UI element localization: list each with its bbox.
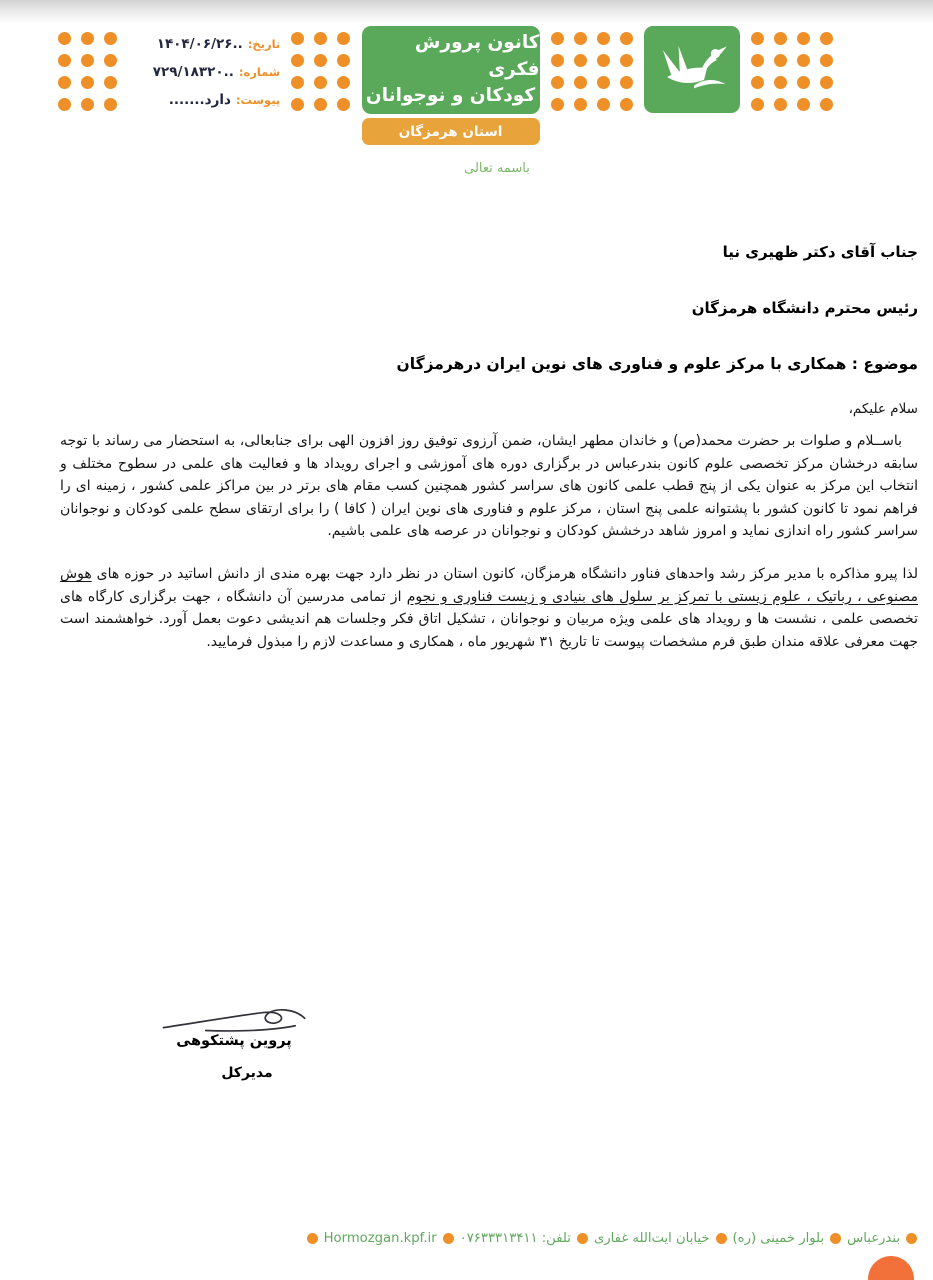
province-banner: استان هرمزگان	[362, 118, 540, 145]
number-field	[128, 64, 280, 80]
recipient-name: جناب آقای دکتر ظهیری نیا	[722, 243, 918, 261]
dot-icon	[307, 1233, 318, 1244]
signatory-title: مدیرکل	[221, 1065, 273, 1081]
date-field	[128, 36, 280, 52]
footer-boulevard: بلوار خمینی (ره)	[732, 1231, 825, 1246]
bismillah: باسمه تعالی	[464, 161, 530, 176]
dot-icon	[906, 1233, 917, 1244]
subject-line: موضوع : همکاری با مرکز علوم و فناوری های نوین ایران درهرمزگان	[396, 355, 918, 373]
footer-website: Hormozgan.kpf.ir	[323, 1231, 437, 1246]
attachment-field	[128, 92, 280, 108]
org-name-banner	[362, 26, 540, 114]
org-name-line2: کودکان و نوجوانان	[365, 85, 536, 107]
attachment-value: دارد.......	[168, 92, 231, 108]
footer-phone: تلفن: ۰۷۶۳۳۳۱۳۴۱۱	[459, 1231, 571, 1246]
page-top-shadow	[0, 0, 933, 24]
paragraph2-after: از تمامی مدرسین آن دانشگاه ، جهت برگزاری کارگاه های تخصصی علمی ، نشست ها و رویداد های علمی ویژه مربیان و نوجوانان ، تشکیل اتاق فکر وجلسات هم اندیشی دعوت بعمل آورد. خواهشمند است جهت معرفی علاقه مندان طبق فرم مشخصات پیوست تا تاریخ ۳۱ شهریور ماه ، همکاری و مساعدت لازم را مبذول فرمایید.	[60, 588, 918, 650]
footer-contact-line	[304, 1231, 920, 1246]
number-value: ..۷۲۹/۱۸۳۲۰	[152, 64, 234, 80]
footer-street: خیابان ایت‌الله غفاری	[593, 1231, 710, 1246]
dot-icon	[577, 1233, 588, 1244]
body-paragraph-1: باســلام و صلوات بر حضرت محمد(ص) و خاندان مطهر ایشان، ضمن آرزوی توفیق روز افزون الهی برای جنابعالی، به استحضار می رساند با توجه سابقه درخشان مرکز تخصصی علوم کانون بندرعباس در برگزاری دوره های آموزشی و اجرای رویداد ها و فعالیت های علمی در سطوح مختلف و انتخاب این مرکز به عنوان یکی از پنج قطب علمی کانون های سراسر کشور همچنین کسب مقام های برتر در بین مراکز علمی کشور ، زمینه ای را فراهم نمود تا کانون کشور با پشتوانه علمی پنج استان ، مرکز علوم و فناوری های نوین ایران ( کافا ) را برای ارتقای سطح علمی کودکان و نوجوانان سراسر کشور راه اندازی نماید و امروز شاهد درخشش کودکان و نوجوانان در عرصه های علمی باشیم.	[60, 433, 918, 539]
dot-icon	[716, 1233, 727, 1244]
letterhead	[58, 26, 833, 150]
org-name-line1: کانون پرورش فکری	[414, 31, 540, 80]
dots-pattern-left-inner	[291, 32, 350, 111]
date-label: تاریخ:	[247, 37, 281, 51]
number-label: شماره:	[238, 65, 281, 79]
kanoon-bird-icon	[653, 43, 731, 97]
letter-meta-fields	[128, 26, 280, 108]
attachment-label: پیوست:	[235, 93, 281, 107]
dot-icon	[443, 1233, 454, 1244]
body-paragraph-2	[60, 563, 918, 653]
paragraph2-before: لذا پیرو مذاکره با مدیر مرکز رشد واحدهای فناور دانشگاه هرمزگان، کانون استان در نظر دارد جهت بهره مندی از دانش اساتید در حوزه های	[91, 566, 918, 582]
paragraph2-underlined-topics: هوش مصنوعی ، رباتیک ، علوم زیستی با تمرکز بر سلول های بنیادی و زیست فناوری و نجوم	[60, 566, 918, 605]
dots-pattern-right	[751, 32, 833, 111]
recipient-title: رئیس محترم دانشگاه هرمزگان	[691, 299, 918, 317]
dots-pattern-left-outer	[58, 32, 117, 111]
date-value: ..۱۴۰۴/۰۶/۲۶	[156, 36, 243, 52]
salutation: سلام علیکم،	[848, 401, 918, 417]
kanoon-logo-box	[644, 26, 740, 113]
dot-icon	[830, 1233, 841, 1244]
signature-block	[150, 1003, 318, 1081]
signatory-name: پروین پشتکوهی	[176, 1033, 292, 1049]
footer-city: بندرعباس	[847, 1231, 900, 1246]
brand-box	[362, 26, 540, 145]
dots-pattern-middle	[551, 32, 633, 111]
corner-decoration-circle	[868, 1256, 914, 1280]
